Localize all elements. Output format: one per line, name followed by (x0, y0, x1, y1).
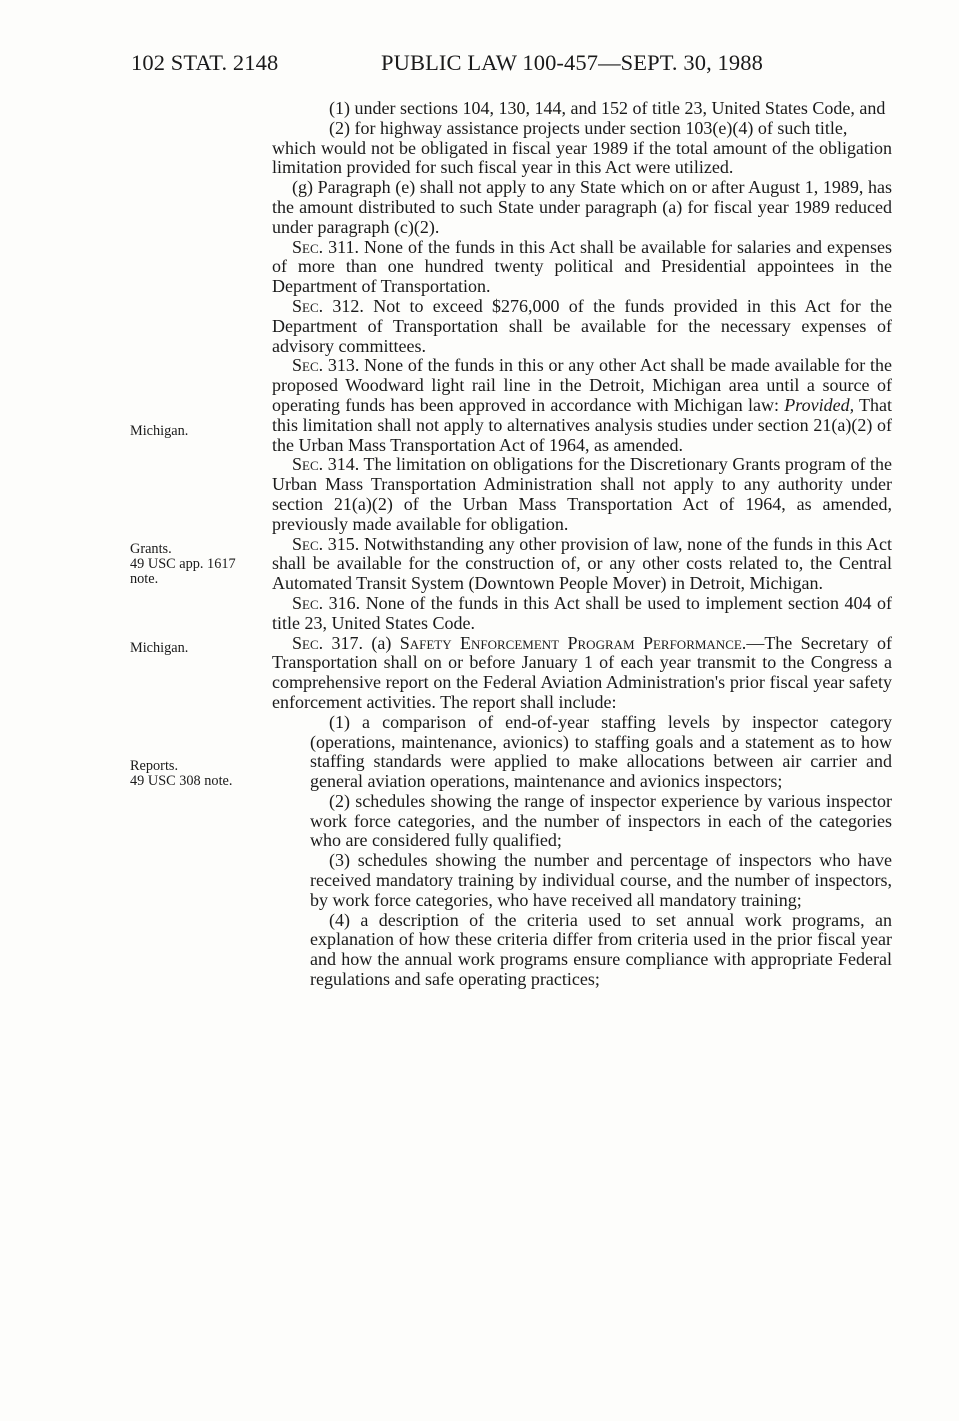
section-317 (272, 634, 892, 713)
section-number: 317. (331, 632, 363, 653)
page-title: PUBLIC LAW 100-457—SEPT. 30, 1988 (381, 50, 763, 75)
section-number: 313. (327, 355, 360, 376)
section-label: Sec. (292, 632, 324, 653)
section-316 (272, 594, 892, 634)
section-text: —The Secretary of Transportation shall on or before January 1 of each year transmit to the Congress a comprehensive report on the Federal Aviation Administration's prior fiscal year safety enforcement activities. The report shall include: (272, 632, 892, 712)
section-number: 312. (332, 295, 364, 316)
list-item: (2) for highway assistance projects under section 103(e)(4) of such title, (329, 117, 848, 138)
proviso-word: Provided, (784, 394, 855, 415)
section-label: Sec. (292, 533, 324, 554)
margin-note-grants-cite: 49 USC app. 1617 (130, 556, 236, 572)
paragraph-g: (g) Paragraph (e) shall not apply to any State which on or after August 1, 1989, has the amount distributed to such State under paragraph (a) for fiscal year 1989 reduced under paragraph (c)(2). (272, 177, 892, 237)
report-item-2: (2) schedules showing the range of inspector experience by various inspector work force categories, and the number of inspectors in each of the categories who are considered fully qualified; (310, 790, 892, 851)
section-label: Sec. (292, 236, 324, 257)
section-315 (272, 535, 892, 594)
section-text: None of the funds in this Act shall be used to implement section 404 of title 23, United States Code. (272, 592, 893, 633)
subsection-label: (a) (371, 632, 392, 653)
section-number: 311. (328, 236, 359, 257)
section-label: Sec. (292, 355, 324, 376)
section-text: Not to exceed $276,000 of the funds provided in this Act for the Department of Transportation shall be available for the necessary expenses of advisory committees. (272, 295, 893, 356)
section-text: None of the funds in this Act shall be available for salaries and expenses of more than one hundred twenty political and Presidential appointees in the Department of Transportation. (272, 236, 892, 297)
section-number: 316. (328, 592, 361, 613)
margin-note-reports: Reports. (130, 758, 179, 774)
margin-note-michigan-2: Michigan. (130, 640, 189, 656)
report-item-1: (1) a comparison of end-of-year staffing levels by inspector category (operations, maintenance, avionics) to staffing goals and a statement as to how staffing standards were applied to make allocations between air carrier and general aviation operations, maintenance and avionics inspectors; (310, 711, 892, 792)
margin-note-michigan: Michigan. (130, 423, 189, 439)
margin-note-grants-cite-note: note. (130, 571, 159, 587)
section-label: Sec. (292, 454, 324, 475)
section-text: That this limitation shall not apply to alternatives analysis studies under section 21(a)(2) of the Urban Mass Transportation Act of 1964, as amended. (272, 394, 892, 455)
section-text: The limitation on obligations for the Discretionary Grants program of the Urban Mass Transportation Administration shall not apply to any authority under section 21(a)(2) of the Urban Mass Transportation Act of 1964, as amended, previously made available for obligation. (272, 454, 893, 534)
section-311 (272, 238, 892, 297)
paragraph: which would not be obligated in fiscal year 1989 if the total amount of the obligation limitation provided for such fiscal year in this Act were utilized. (272, 137, 892, 178)
section-text: None of the funds in this or any other Act shall be made available for the proposed Woodward light rail line in the Detroit, Michigan area until a source of operating funds has been approved in accordance with Michigan law: (272, 355, 893, 415)
section-text: Notwithstanding any other provision of law, none of the funds in this Act shall be available for the construction of, or any other costs related to, the Central Automated Transit System (Downtown People Mover) in Detroit, Michigan. (272, 533, 893, 594)
report-item-3: (3) schedules showing the number and percentage of inspectors who have received mandatory training by individual course, and the number of inspectors, by work force categories, who have received all mandatory training; (310, 850, 892, 910)
section-312 (272, 297, 892, 356)
section-314 (272, 455, 892, 534)
statute-body (272, 99, 892, 990)
subsection-heading: Safety Enforcement Program Performance. (399, 632, 747, 653)
margin-note-reports-cite: 49 USC 308 note. (130, 773, 233, 789)
section-label: Sec. (292, 295, 324, 316)
page-stat-citation: 102 STAT. 2148 (131, 50, 279, 75)
margin-note-grants: Grants. (130, 541, 172, 557)
section-number: 314. (327, 454, 360, 475)
section-number: 315. (327, 533, 360, 554)
list-item: (1) under sections 104, 130, 144, and 152 of title 23, United States Code, and (329, 98, 886, 118)
report-item-4: (4) a description of the criteria used to set annual work programs, an explanation of how these criteria differ from criteria used in the prior fiscal year and how the annual work programs ensure compliance with appropriate Federal regulations and safe operating practices; (310, 909, 892, 990)
section-label: Sec. (292, 592, 324, 613)
section-313 (272, 356, 892, 455)
